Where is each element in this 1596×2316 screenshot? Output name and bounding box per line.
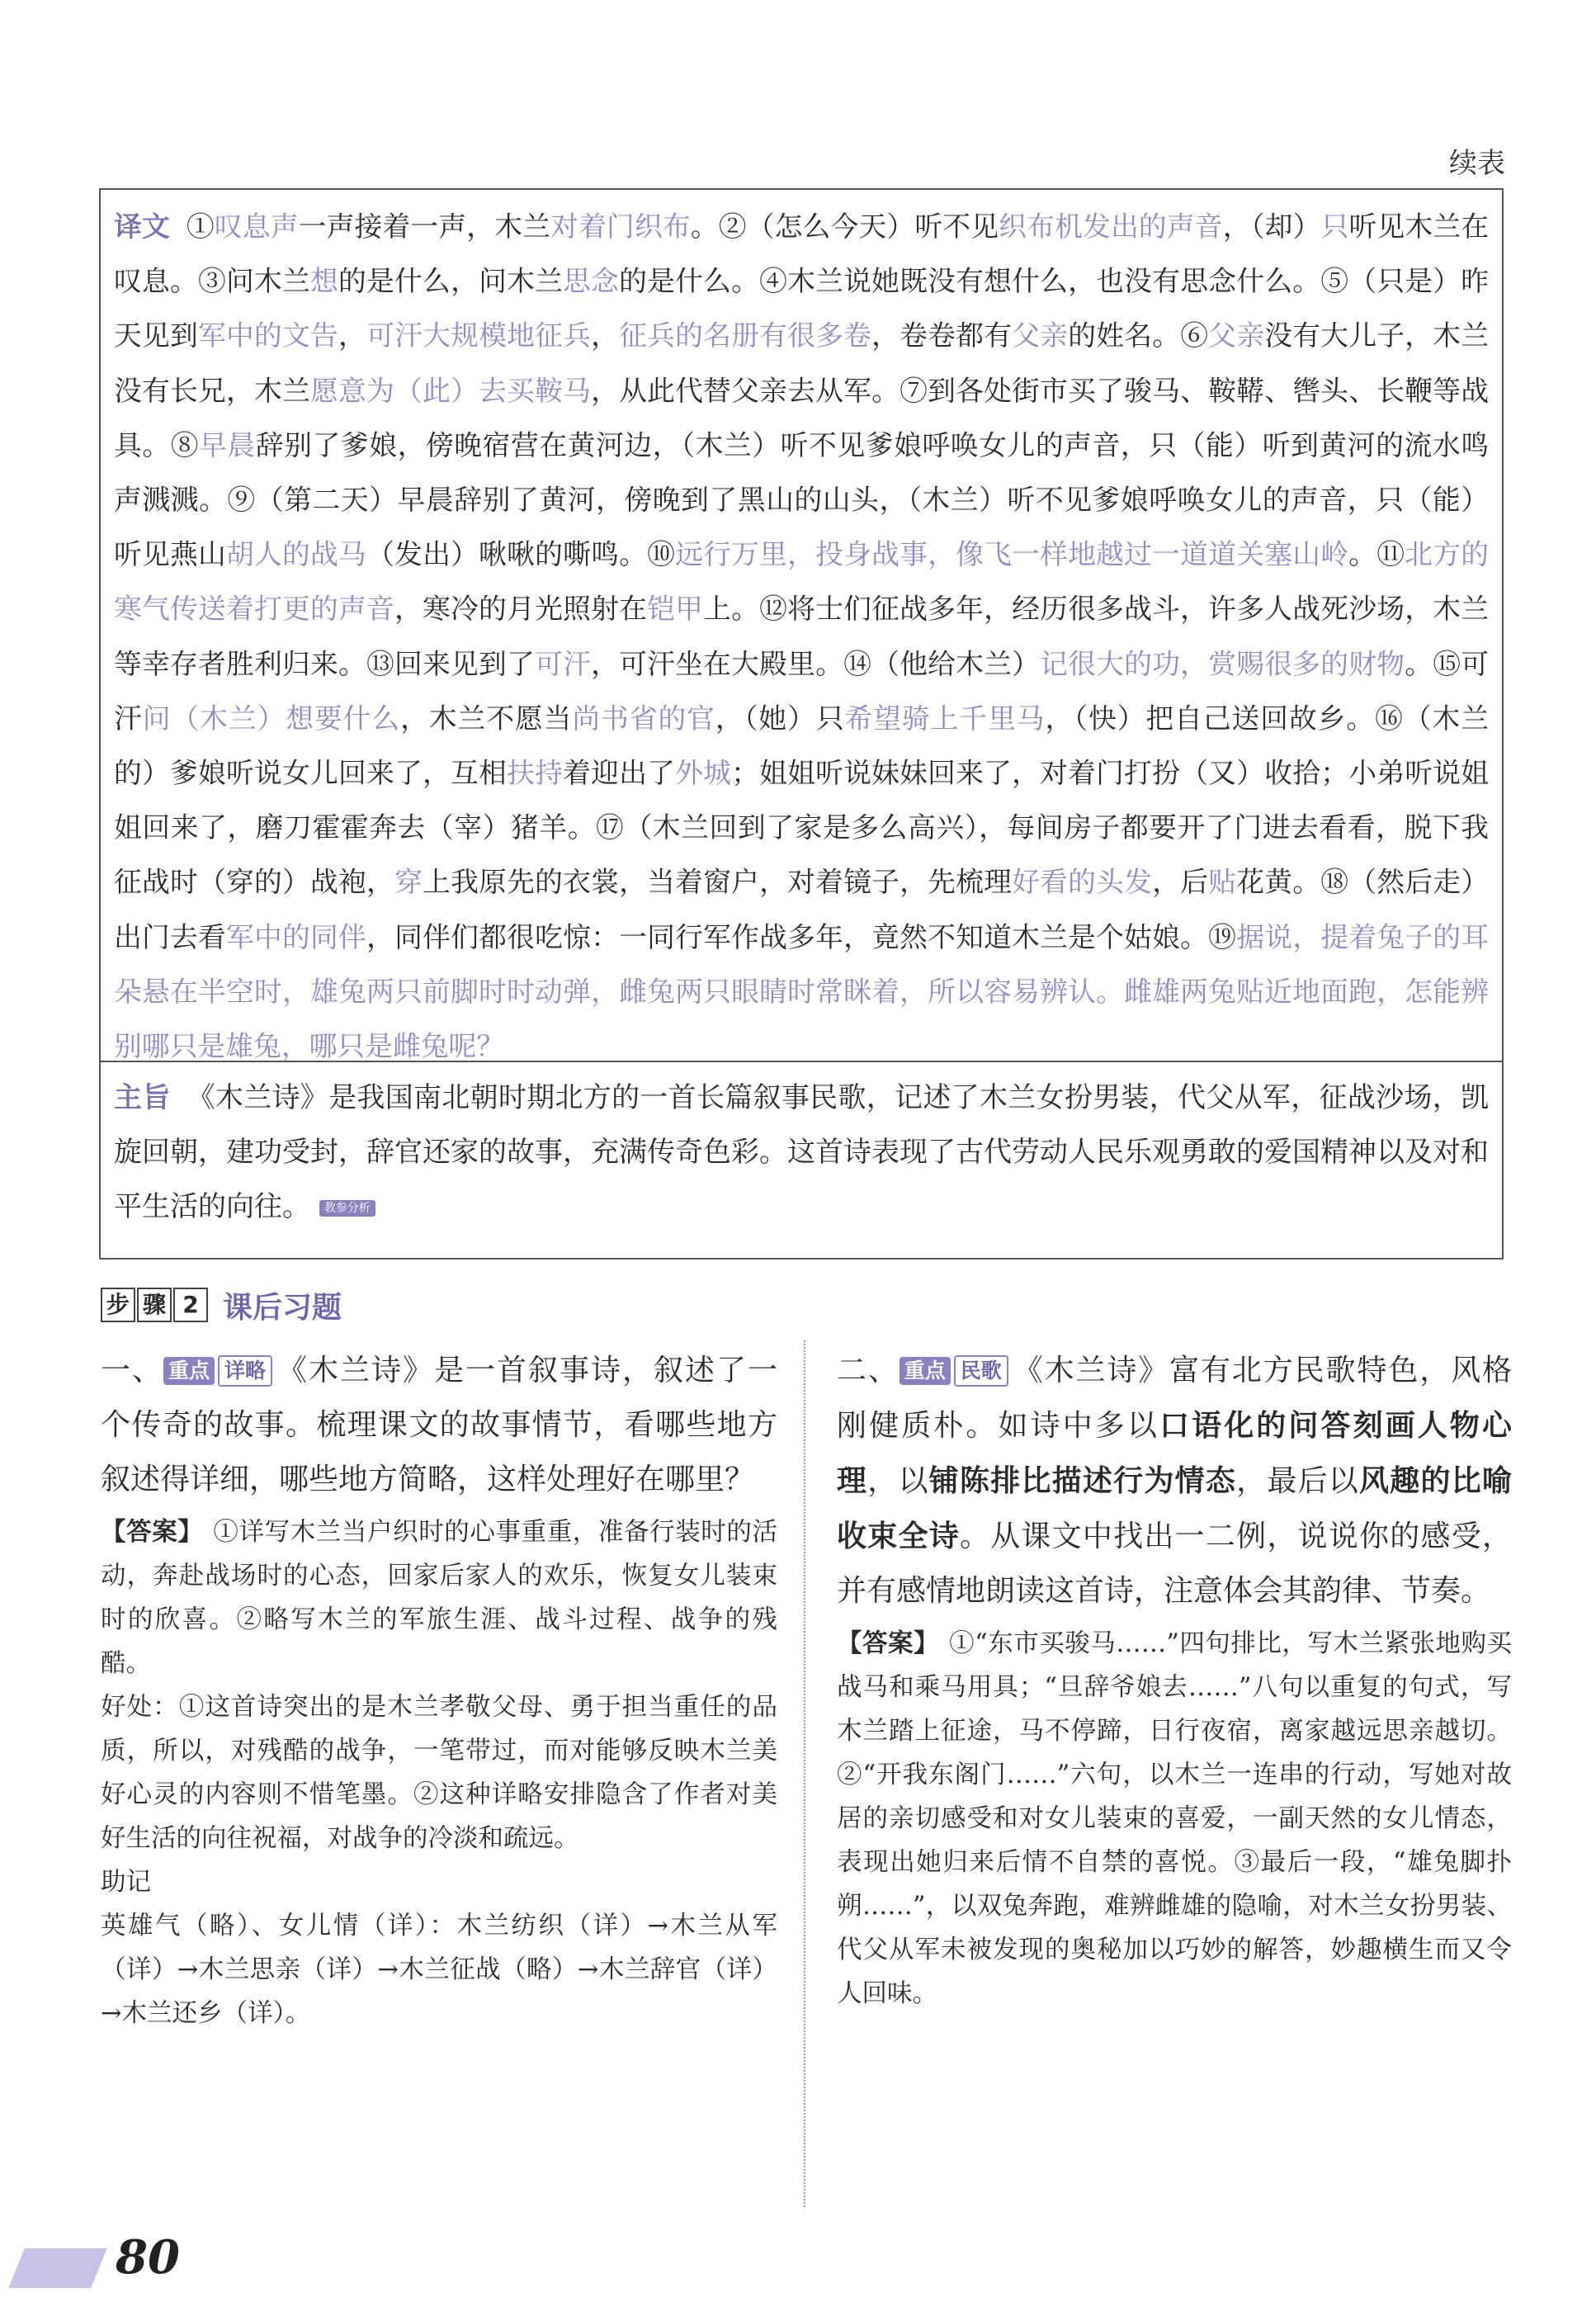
- translation-highlight: 北方的寒气传送着打更的声音: [114, 538, 1490, 626]
- translation-highlight: 思念: [563, 265, 620, 298]
- translation-highlight: 叹息声: [214, 210, 299, 243]
- translation-highlight: 想: [310, 265, 339, 298]
- translation-segment: ；姐姐听说妹妹回来了，对着门打扮（又）收拾；小弟听说姐姐回来了，磨刀霍霍奔去（宰）猪羊。⑰（木兰回到了家是多么高兴），每间房子都要开了门进去看看，脱下我征战时（穿的）战袍，: [114, 757, 1490, 899]
- page-number-bar: [8, 2248, 106, 2288]
- translation-segment: 。⑪: [1348, 538, 1405, 571]
- translation-segment: 没有大儿子，木兰没有长兄，木兰: [114, 319, 1490, 407]
- key-point-tag: 重点: [900, 1357, 951, 1385]
- exercise-2-number: 二、: [837, 1354, 900, 1387]
- translation-segment: 辞别了爹娘，傍晚宿营在黄河边，（木兰）听不见爹娘呼唤女儿的声音，只（能）听到黄河的流水鸣声溅溅。⑨（第二天）早晨辞别了黄河，傍晚到了黑山的山头，（木兰）听不见爹娘呼唤女儿的声音，只（能）听见燕山: [114, 428, 1490, 571]
- translation-segment: ，: [591, 319, 620, 352]
- translation-segment: 的是什么，问木兰: [338, 265, 564, 298]
- translation-highlight: 对着门织布: [550, 210, 691, 243]
- translation-segment: ，（快）把自己送回故乡。⑯（木兰的）爹娘听说女儿回来了，互相: [114, 702, 1490, 790]
- translation-highlight: 外城: [675, 757, 732, 790]
- teacher-analysis-badge: 教参分析: [319, 1200, 375, 1217]
- translation-label: 译文: [114, 210, 170, 243]
- exercise-1-answer: [101, 1510, 777, 2035]
- column-divider: [804, 1340, 805, 2207]
- step-header: [101, 1284, 342, 1326]
- translation-section: [101, 190, 1502, 1062]
- translation-segment: ，同伴们都很吃惊：一同行军作战多年，竟然不知道木兰是个姑娘。⑲: [366, 920, 1237, 953]
- translation-segment: 。⑮可汗: [114, 647, 1490, 735]
- translation-segment: 上。⑫将士们征战多年，经历很多战斗，许多人战死沙场，木兰等幸存者胜利归来。⑬回来见到了: [114, 593, 1490, 680]
- theme-label: 主旨: [114, 1081, 171, 1114]
- translation-segment: （发出）啾啾的嘶鸣。⑩: [366, 538, 676, 571]
- translation-highlight: 希望骑上千里马: [844, 702, 1046, 735]
- step-title: 课后习题: [223, 1290, 342, 1325]
- translation-segment: ①: [186, 210, 215, 243]
- q2-text: ，最后以: [1236, 1464, 1360, 1498]
- translation-segment: 的是什么。④木兰说她既没有想什么，也没有思念什么。⑤（只是）昨天见到: [114, 265, 1490, 352]
- translation-highlight: 问（木兰）想要什么: [142, 702, 401, 735]
- step-number: 2: [173, 1288, 208, 1322]
- exercise-2: [837, 1344, 1512, 2016]
- step-char-1: 步: [101, 1288, 135, 1322]
- translation-highlight: 织布机发出的声音: [999, 210, 1223, 243]
- topic-tag: 民歌: [954, 1355, 1008, 1387]
- answer-text: ①“东市买骏马……”四句排比，写木兰紧张地购买战马和乘马用具；“旦辞爷娘去……”八句以重复的句式，写木兰踏上征途，马不停蹄，日行夜宿，离家越远思亲越切。②“开我东阁门……”六句，以木兰一连串的行动，写她对故居的亲切感受和对女儿装束的喜爱，一副天然的女儿情态，表现出她归来后情不自禁的喜悦。③最后一段，“雄兔脚扑朔……”，以双兔奔跑，难辨雌雄的隐喻，对木兰女扮男装、代父从军未被发现的奥秘加以巧妙的解答，妙趣横生而又令人回味。: [837, 1629, 1513, 2008]
- theme-text: 《木兰诗》是我国南北朝时期北方的一首长篇叙事民歌，记述了木兰女扮男装，代父从军，征战沙场，凯旋回朝，建功受封，辞官还家的故事，充满传奇色彩。这首诗表现了古代劳动人民乐观勇敢的爱国精神以及对和平生活的向往。: [114, 1081, 1490, 1223]
- translation-text: [114, 210, 1489, 1062]
- translation-highlight: 父亲: [1012, 319, 1069, 352]
- translation-highlight: 军中的同伴: [226, 920, 367, 953]
- translation-segment: 听见木兰在叹息。③问木兰: [114, 210, 1490, 298]
- translation-highlight: 贴: [1208, 866, 1237, 899]
- q2-text: ，以: [867, 1464, 929, 1498]
- translation-segment: ，后: [1152, 866, 1209, 899]
- theme-section: [101, 1062, 1502, 1234]
- translation-highlight: 远行万里，投身战事，像飞一样地越过一道道关塞山岭: [675, 538, 1349, 571]
- answer-label: 【答案】: [101, 1518, 204, 1547]
- translation-segment: 上我原先的衣裳，当着窗户，对着镜子，先梳理: [423, 866, 1013, 899]
- translation-segment: 着迎出了: [563, 757, 676, 790]
- answer-text: ①详写木兰当户织时的心事重重，准备行装时的活动，奔赴战场时的心态，回家后家人的欢乐，恢复女儿装束时的欣喜。②略写木兰的军旅生涯、战斗过程、战争的残酷。: [101, 1518, 778, 1678]
- translation-segment: ，可汗坐在大殿里。⑭（他给木兰）: [591, 647, 1041, 680]
- q2-emphasis: 铺陈排比描述行为情态: [928, 1463, 1237, 1498]
- translation-segment: ，（却）: [1222, 210, 1321, 243]
- translation-segment: ，从此代替父亲去从军。⑦到各处街市买了骏马、鞍鞯、辔头、长鞭等战具。⑧: [114, 374, 1490, 461]
- exercise-2-answer: [837, 1622, 1512, 2016]
- translation-highlight: 尚书省的官: [572, 702, 715, 735]
- translation-highlight: 穿: [394, 866, 423, 899]
- translation-highlight: 据说，提着兔子的耳朵悬在半空时，雄兔两只前脚时时动弹，雌兔两只眼睛时常眯着，所以容易辨认。雌雄两兔贴近地面跑，怎能辨别哪只是雄兔，哪只是雌兔呢？: [114, 920, 1490, 1063]
- translation-highlight: 军中的文告: [198, 319, 339, 352]
- exercise-1-text: 《木兰诗》是一首叙事诗，叙述了一个传奇的故事。梳理课文的故事情节，看哪些地方叙述得详细，哪些地方简略，这样处理好在哪里？: [101, 1354, 777, 1496]
- translation-box: [99, 188, 1504, 1260]
- translation-highlight: 征兵的名册有很多卷: [619, 319, 872, 352]
- exercise-1-question: [101, 1344, 777, 1507]
- translation-highlight: 可汗大规模地征兵: [366, 319, 592, 352]
- translation-segment: ，卷卷都有: [871, 319, 1013, 352]
- memo-text: 英雄气（略）、女儿情（详）：木兰纺织（详）→木兰从军（详）→木兰思亲（详）→木兰征战（略）→木兰辞官（详）→木兰还乡（详）。: [101, 1912, 777, 2028]
- translation-highlight: 愿意为（此）去买鞍马: [310, 374, 592, 407]
- exercise-2-question: [837, 1344, 1512, 1619]
- step-char-2: 骤: [137, 1288, 172, 1322]
- translation-highlight: 早晨: [199, 428, 256, 461]
- key-point-tag: 重点: [163, 1357, 215, 1385]
- translation-segment: 花黄。⑱（然后走）出门去看: [114, 866, 1490, 953]
- page-number: 80: [116, 2230, 180, 2285]
- translation-highlight: 记很大的功，赏赐很多的财物: [1040, 647, 1405, 680]
- translation-segment: 。②（怎么今天）听不见: [690, 210, 999, 243]
- q2-text: 《木兰诗》富有北方民歌特色，风格刚健质朴。如诗中多以: [837, 1354, 1512, 1443]
- translation-segment: ，: [338, 319, 367, 352]
- q2-text: 。从课文中找出一二例，说说你的感受，并有感情地朗读这首诗，注意体会其韵律、节奏。: [837, 1520, 1512, 1608]
- translation-segment: 的姓名。⑥: [1068, 319, 1209, 352]
- translation-highlight: 铠甲: [647, 593, 704, 626]
- memo-label: 助记: [101, 1868, 151, 1897]
- translation-segment: 一声接着一声，木兰: [298, 210, 551, 243]
- translation-highlight: 可汗: [535, 647, 592, 680]
- translation-segment: ，（她）只: [715, 702, 845, 735]
- translation-highlight: 胡人的战马: [226, 538, 367, 571]
- answer-label: 【答案】: [837, 1629, 940, 1658]
- topic-tag: 详略: [218, 1355, 272, 1387]
- translation-segment: ，木兰不愿当: [400, 702, 573, 735]
- exercise-1-number: 一、: [101, 1354, 163, 1387]
- translation-highlight: 扶持: [507, 757, 564, 790]
- exercise-1: [101, 1344, 777, 2035]
- translation-highlight: 好看的头发: [1012, 866, 1153, 899]
- translation-segment: ，寒冷的月光照射在: [394, 593, 648, 626]
- continued-label: 续表: [1449, 147, 1505, 180]
- q2-emphasis: 口语化的问答刻画人物心理: [837, 1408, 1512, 1498]
- benefit-text: 好处：①这首诗突出的是木兰孝敬父母、勇于担当重任的品质，所以，对残酷的战争，一笔带过，而对能够反映木兰美好心灵的内容则不惜笔墨。②这种详略安排隐含了作者对美好生活的向往祝福，对战争的冷淡和疏远。: [101, 1693, 777, 1853]
- translation-highlight: 父亲: [1208, 319, 1265, 352]
- translation-highlight: 只: [1320, 210, 1349, 243]
- q2-emphasis: 风趣的比喻收束全诗: [837, 1463, 1512, 1553]
